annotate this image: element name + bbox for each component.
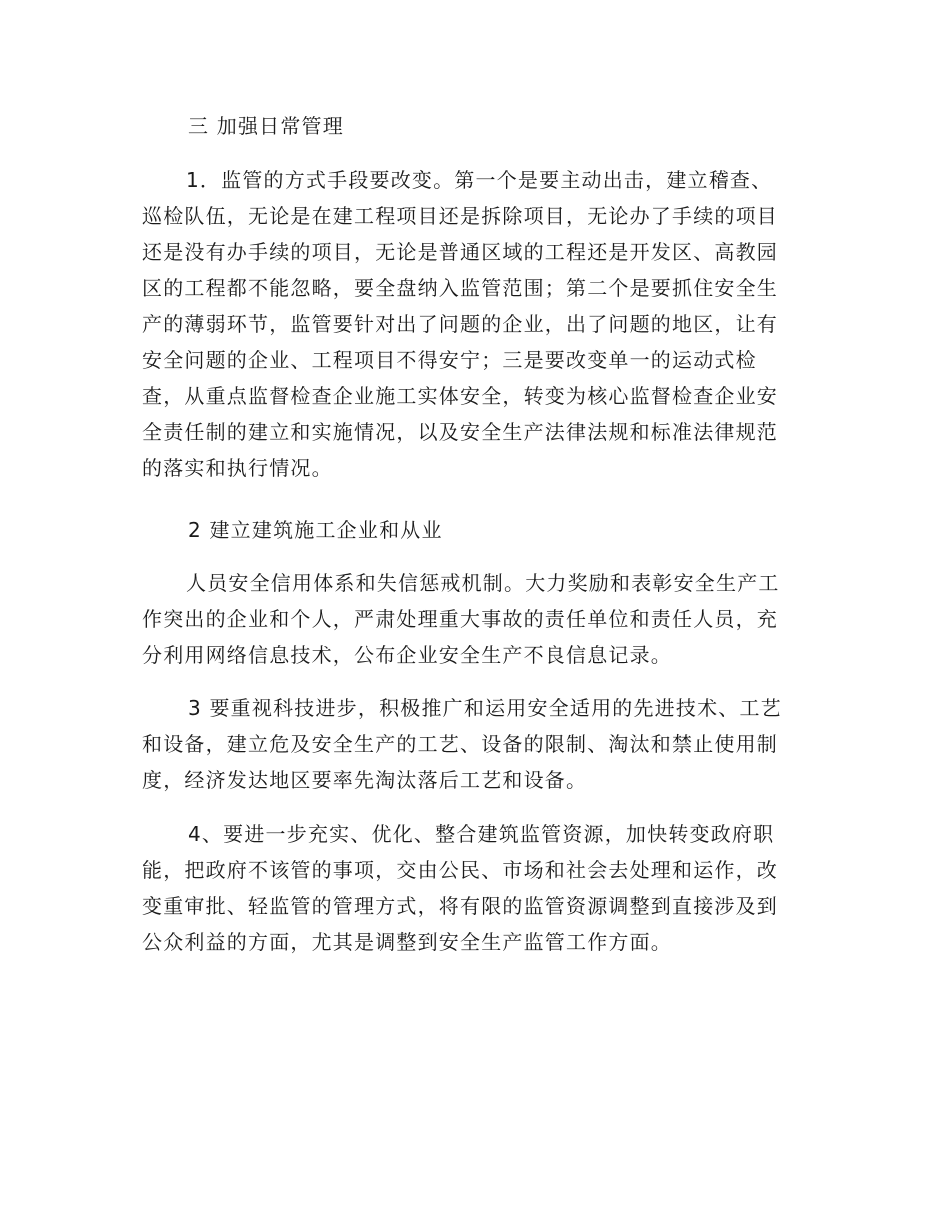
paragraph-line: 分利用网络信息技术，公布企业安全生产不良信息记录。 xyxy=(142,643,672,667)
paragraph-line: 作突出的企业和个人，严肃处理重大事故的责任单位和责任人员，充 xyxy=(142,607,778,631)
paragraph-line: 4、要进一步充实、优化、整合建筑监管资源，加快转变政府职 xyxy=(188,822,775,846)
paragraph-line: 区的工程都不能忽略，要全盘纳入监管范围；第二个是要抓住安全生 xyxy=(142,276,778,300)
paragraph-line: 查，从重点监督检查企业施工实体安全，转变为核心监督检查企业安 xyxy=(142,384,778,408)
paragraph-line: 度，经济发达地区要率先淘汰落后工艺和设备。 xyxy=(142,768,588,792)
paragraph-line: 的落实和执行情况。 xyxy=(142,456,333,480)
paragraph-line: 1．监管的方式手段要改变。第一个是要主动出击，建立稽查、 xyxy=(186,168,773,192)
paragraph-line: 还是没有办手续的项目，无论是普通区域的工程还是开发区、高教园 xyxy=(142,240,778,264)
paragraph-line: 和设备，建立危及安全生产的工艺、设备的限制、淘汰和禁止使用制 xyxy=(142,732,778,756)
paragraph-line: 变重审批、轻监管的管理方式，将有限的监管资源调整到直接涉及到 xyxy=(142,894,778,918)
paragraph-line: 能，把政府不该管的事项，交由公民、市场和社会去处理和运作，改 xyxy=(142,858,778,882)
section-heading: 三 加强日常管理 xyxy=(188,114,344,138)
paragraph-line: 人员安全信用体系和失信惩戒机制。大力奖励和表彰安全生产工 xyxy=(186,571,780,595)
subsection-heading: 2 建立建筑施工企业和从业 xyxy=(188,518,443,542)
paragraph-line: 全责任制的建立和实施情况，以及安全生产法律法规和标准法律规范 xyxy=(142,420,778,444)
paragraph-line: 巡检队伍，无论是在建工程项目还是拆除项目，无论办了手续的项目 xyxy=(142,204,778,228)
paragraph-line: 安全问题的企业、工程项目不得安宁；三是要改变单一的运动式检 xyxy=(142,348,757,372)
paragraph-line: 公众利益的方面，尤其是调整到安全生产监管工作方面。 xyxy=(142,930,672,954)
paragraph-line: 产的薄弱环节，监管要针对出了问题的企业，出了问题的地区，让有 xyxy=(142,312,778,336)
paragraph-line: 3 要重视科技进步，积极推广和运用安全适用的先进技术、工艺 xyxy=(188,696,782,720)
